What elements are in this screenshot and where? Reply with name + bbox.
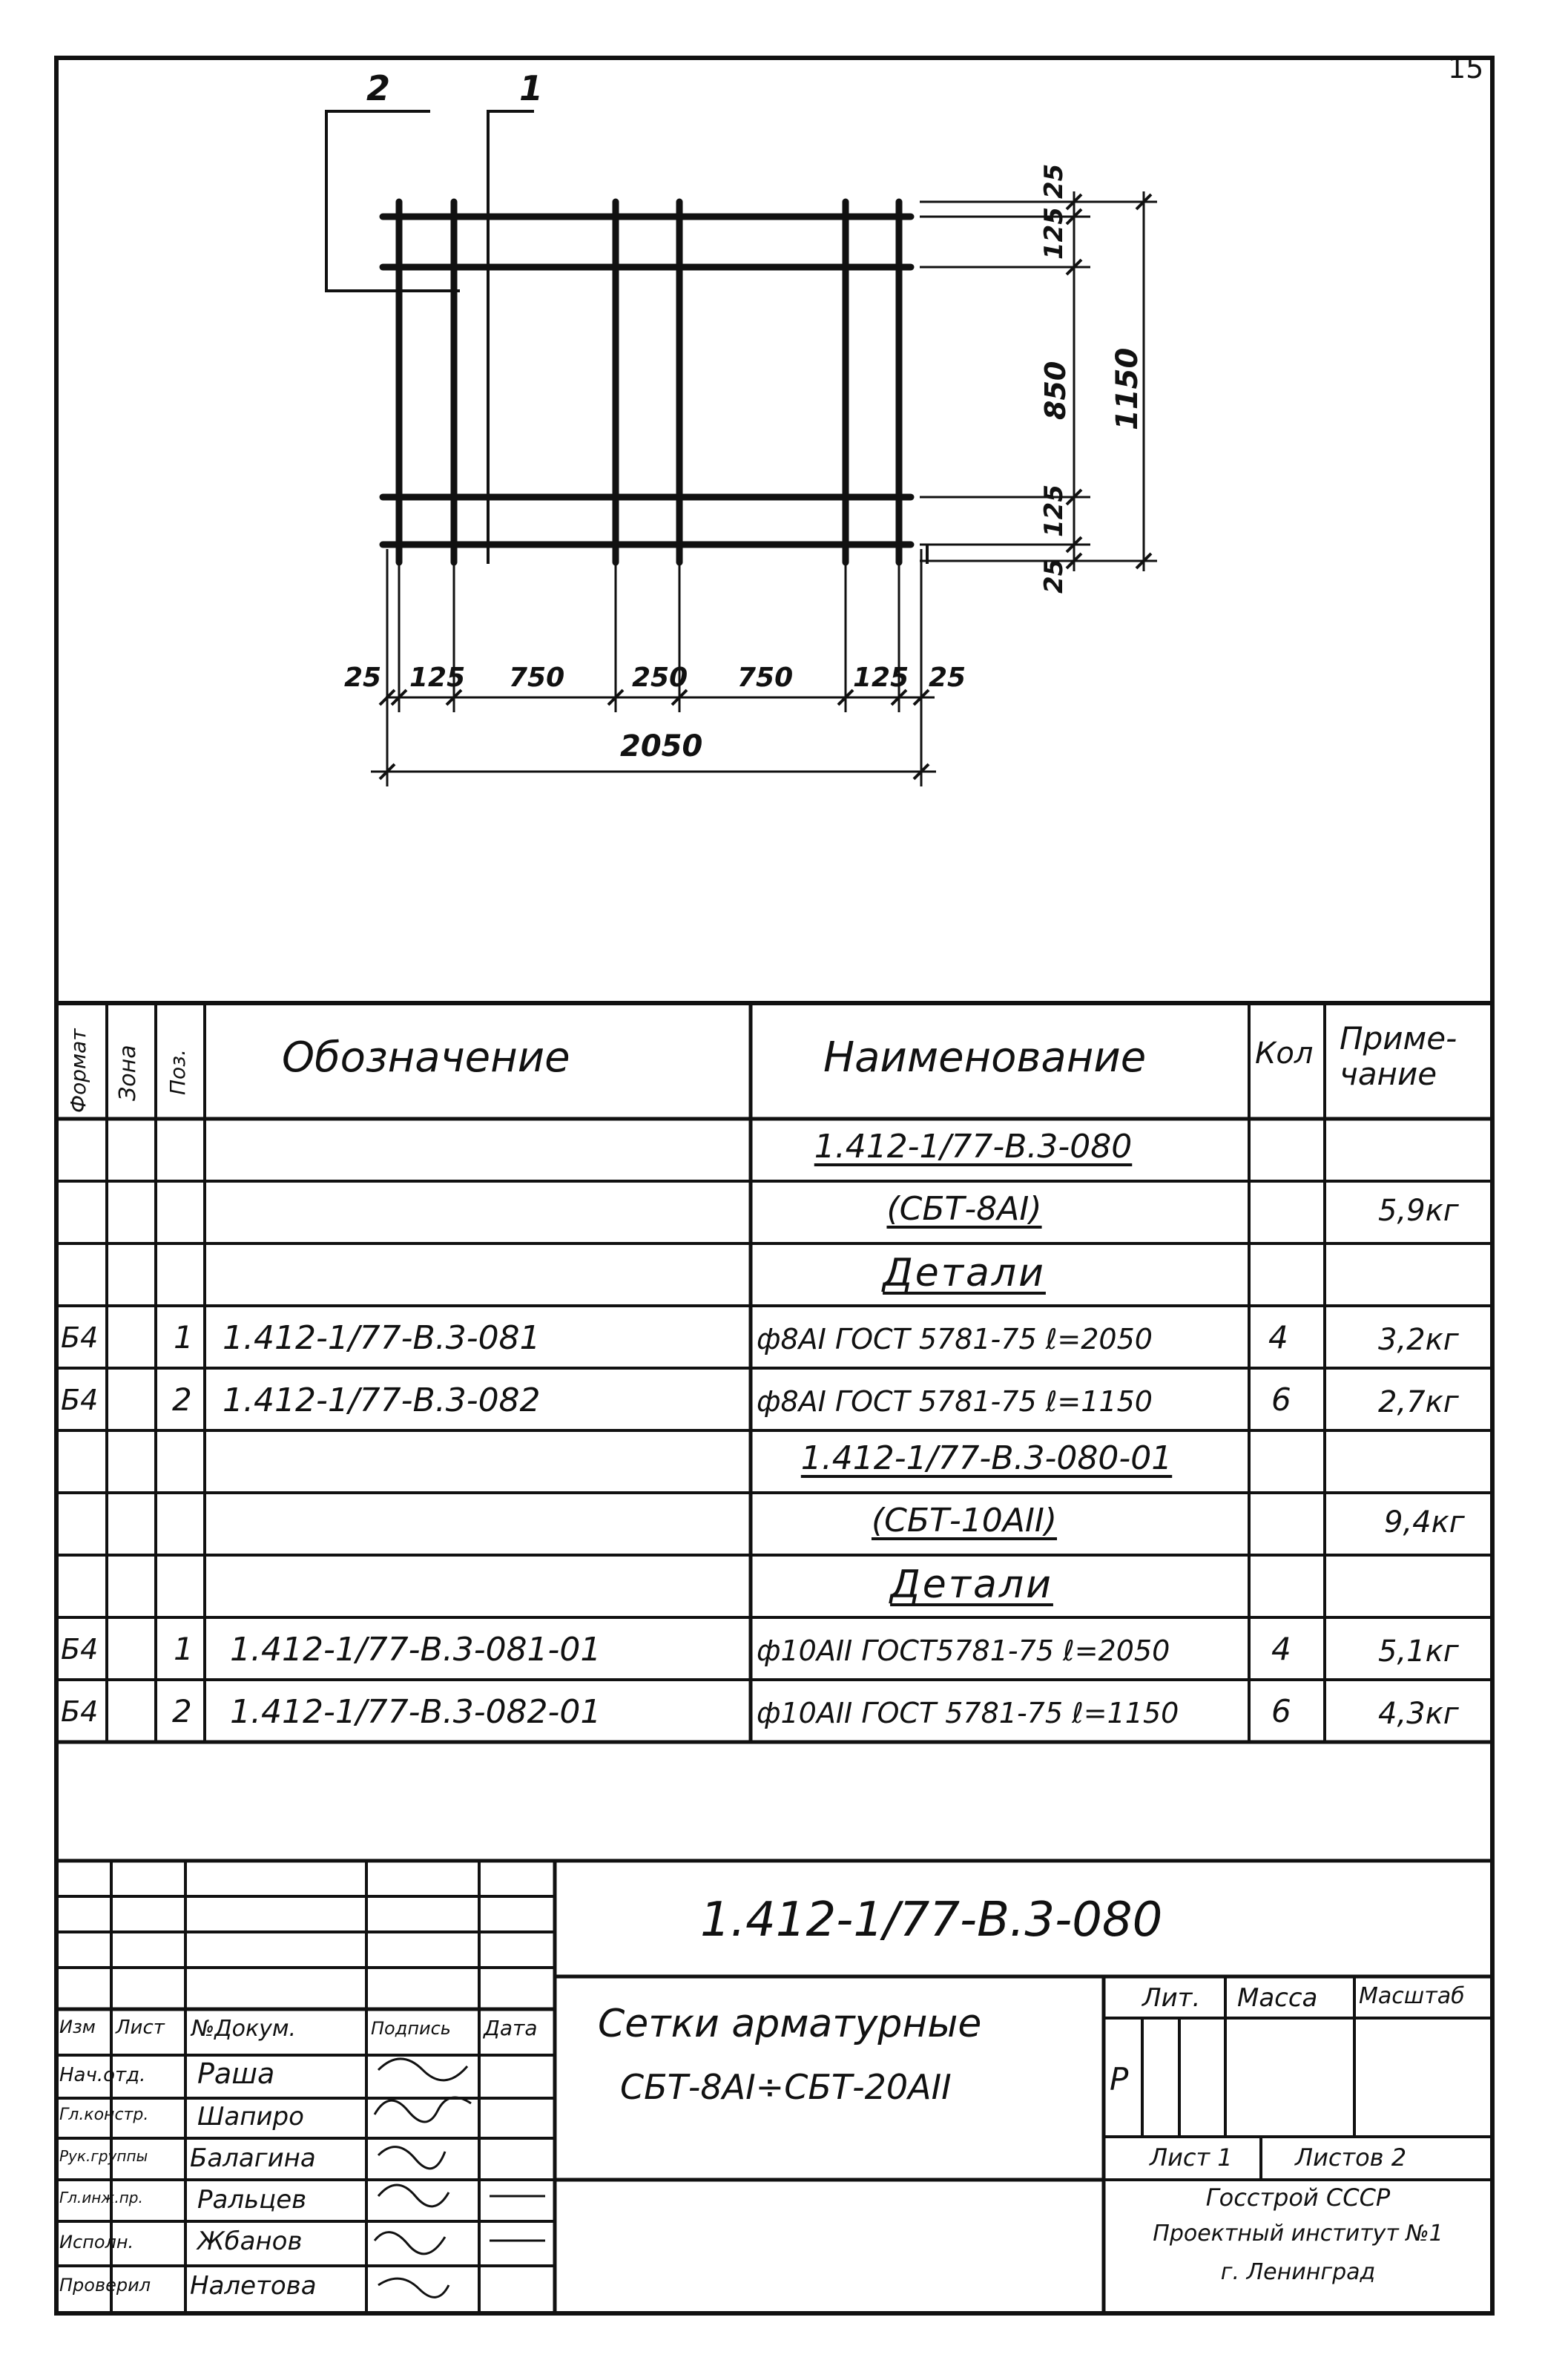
role-5: Проверил [59,2275,151,2296]
row-9-name: ф10АII ГОСТ 5781-75 ℓ=1150 [757,1697,1179,1729]
row-0-name: 1.412-1/77-В.3-080 [814,1128,1133,1166]
org-line-2: Проектный институт №1 [1153,2221,1443,2247]
col-header-date: Дата [484,2016,538,2040]
row-4-format: Б4 [61,1384,99,1416]
scale-label: Масштаб [1359,1983,1465,2009]
header-note: Приме- чание [1340,1020,1457,1093]
section-mark-2: 2 [366,68,391,108]
row-1-note: 5,9кг [1378,1194,1459,1228]
section-mark-1: 1 [519,68,544,108]
dim-h-5: 125 [853,663,909,693]
row-3-note: 3,2кг [1378,1323,1459,1357]
dim-h-3: 250 [632,663,688,693]
mass-label: Масса [1237,1983,1318,2013]
lit-label: Лит. [1142,1983,1201,2013]
title-line-2: СБТ-8АI÷СБТ-20АII [620,2067,952,2107]
dim-v-3: 125 [1039,484,1069,537]
row-9-qty: 6 [1271,1693,1291,1729]
row-8-pos: 1 [174,1631,194,1667]
header-format: Формат [66,1028,90,1113]
page-number: 15 [1448,52,1484,85]
dim-h-1: 125 [409,663,466,693]
col-header-sign: Подпись [371,2018,451,2039]
dim-h-4: 750 [737,663,794,693]
row-1-name: (СБТ-8АI) [886,1190,1042,1228]
header-designation: Обозначение [282,1034,570,1082]
row-4-note: 2,7кг [1378,1385,1459,1419]
row-6-name: (СБТ-10АII) [871,1502,1058,1539]
dim-v-0: 25 [1039,163,1069,199]
row-4-designation: 1.412-1/77-В.3-082 [223,1381,541,1419]
row-3-format: Б4 [61,1321,99,1354]
col-header-list: Лист [116,2017,165,2039]
role-3: Гл.инж.пр. [59,2189,143,2206]
row-7-name: Детали [890,1562,1053,1607]
doc-code: 1.412-1/77-В.3-080 [700,1893,1163,1948]
row-8-format: Б4 [61,1633,99,1666]
row-3-designation: 1.412-1/77-В.3-081 [223,1319,541,1357]
dim-h-total: 2050 [620,729,703,763]
person-4: Жбанов [197,2227,303,2256]
header-pos: Поз. [165,1049,190,1095]
person-1: Шапиро [197,2102,304,2132]
col-header-izm: Изм [59,2017,96,2037]
header-qty: Кол [1255,1036,1314,1071]
role-1: Гл.констр. [59,2106,149,2124]
role-4: Исполн. [59,2232,134,2252]
row-8-note: 5,1кг [1378,1634,1459,1669]
dim-v-1: 125 [1039,207,1069,260]
row-8-designation: 1.412-1/77-В.3-081-01 [230,1631,602,1669]
row-3-name: ф8АI ГОСТ 5781-75 ℓ=2050 [757,1323,1153,1355]
row-4-qty: 6 [1271,1381,1291,1418]
role-0: Нач.отд. [59,2064,146,2086]
row-2-name: Детали [883,1251,1046,1295]
col-header-doc: №Докум. [191,2016,297,2042]
row-4-name: ф8АI ГОСТ 5781-75 ℓ=1150 [757,1385,1153,1418]
row-6-note: 9,4кг [1384,1505,1465,1539]
header-zone: Зона [115,1045,141,1101]
person-2: Балагина [190,2143,316,2173]
dim-h-6: 25 [929,663,966,693]
lit-value: Р [1110,2061,1129,2097]
row-9-pos: 2 [172,1693,192,1729]
row-9-note: 4,3кг [1378,1697,1459,1731]
row-3-pos: 1 [174,1319,194,1355]
role-2: Рук.группы [59,2147,148,2165]
dim-v-2: 850 [1039,361,1072,420]
org-line-1: Госстрой СССР [1205,2183,1391,2212]
title-line-1: Сетки арматурные [598,2002,982,2046]
row-4-pos: 2 [172,1381,192,1418]
row-8-name: ф10АII ГОСТ5781-75 ℓ=2050 [757,1634,1170,1667]
row-9-format: Б4 [61,1695,99,1728]
dim-v-total: 1150 [1110,347,1144,430]
row-5-name: 1.412-1/77-В.3-080-01 [800,1439,1173,1477]
dim-h-2: 750 [509,663,565,693]
signatures [375,2059,545,2297]
row-8-qty: 4 [1271,1631,1291,1667]
dim-h-0: 25 [344,663,382,693]
row-3-qty: 4 [1268,1319,1288,1355]
person-3: Ральцев [197,2185,307,2215]
dim-v-4: 25 [1039,558,1069,594]
mesh-drawing [383,202,911,562]
header-name: Наименование [823,1034,1147,1082]
person-5: Налетова [190,2271,317,2301]
person-0: Раша [197,2057,275,2090]
sheets-label: Листов 2 [1295,2143,1407,2172]
row-9-designation: 1.412-1/77-В.3-082-01 [230,1693,602,1731]
org-line-3: г. Ленинград [1220,2259,1376,2285]
sheet-label: Лист 1 [1150,2143,1233,2172]
